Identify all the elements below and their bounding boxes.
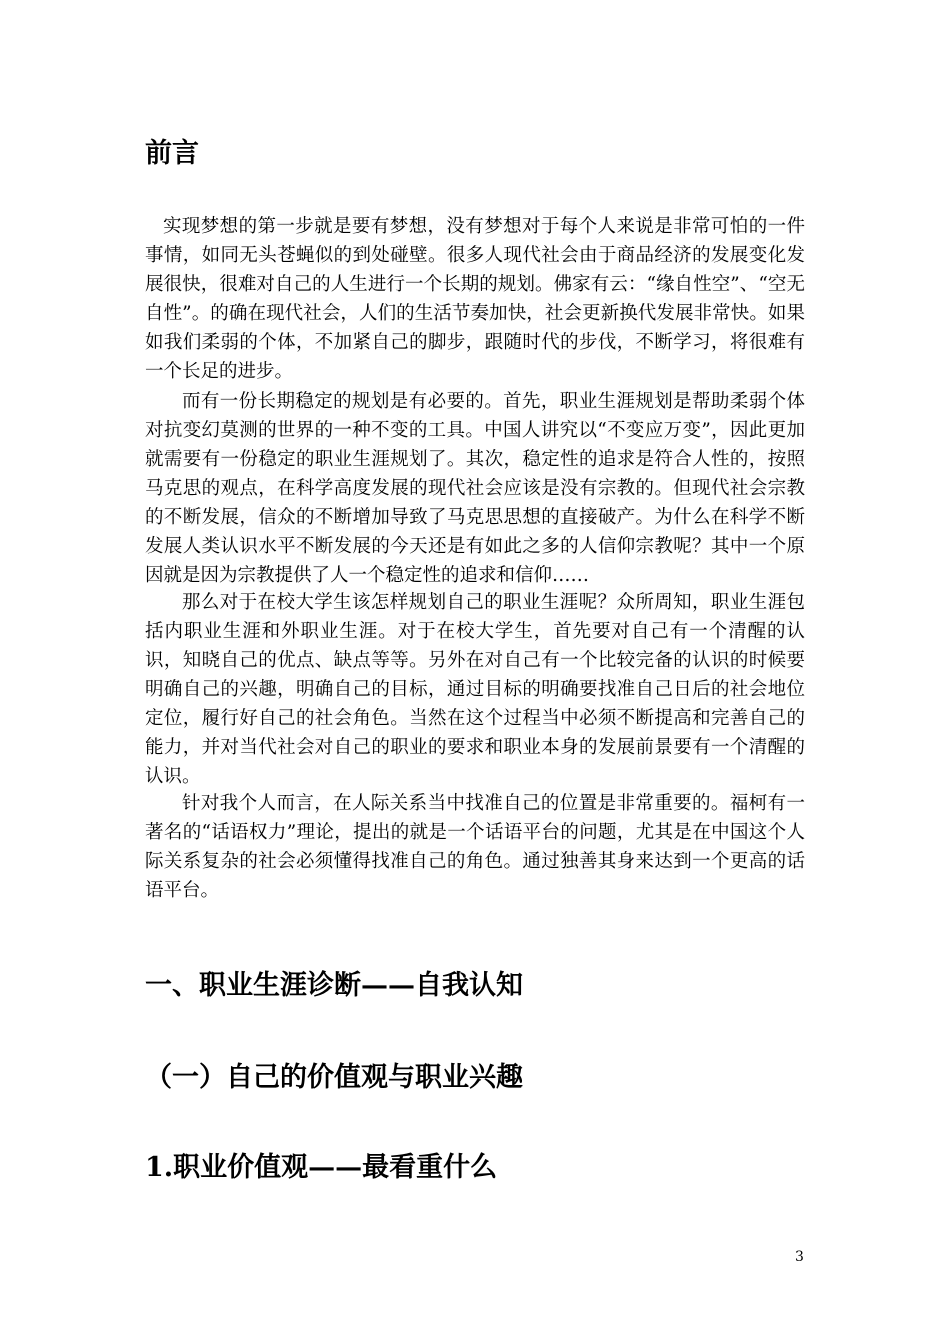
page-number: 3 bbox=[795, 1249, 804, 1265]
paragraph-3: 那么对于在校大学生该怎样规划自己的职业生涯呢？众所周知，职业生涯包括内职业生涯和外职业生涯。对于在校大学生，首先要对自己有一个清醒的认识，知晓自己的优点、缺点等等。另外在对自己有一个比较完备的认识的时候要明确自己的兴趣，明确自己的目标，通过目标的明确要找准自己日后的社会地位定位，履行好自己的社会角色。当然在这个过程当中必须不断提高和完善自己的能力，并对当代社会对自己的职业的要求和职业本身的发展前景要有一个清醒的认识。 bbox=[145, 592, 805, 787]
preface-title: 前言 bbox=[145, 138, 199, 169]
item-title: 1.职业价值观——最看重什么 bbox=[145, 1152, 498, 1183]
paragraph-2: 而有一份长期稳定的规划是有必要的。首先，职业生涯规划是帮助柔弱个体对抗变幻莫测的世界的一种不变的工具。中国人讲究以“不变应万变”，因此更加就需要有一份稳定的职业生涯规划了。其次，稳定性的追求是符合人性的，按照马克思的观点，在科学高度发展的现代社会应该是没有宗教的。但现代社会宗教的不断发展，信众的不断增加导致了马克思思想的直接破产。为什么在科学不断发展人类认识水平不断发展的今天还是有如此之多的人信仰宗教呢？其中一个原因就是因为宗教提供了人一个稳定性的追求和信仰…… bbox=[145, 391, 805, 586]
paragraph-4: 针对我个人而言，在人际关系当中找准自己的位置是非常重要的。福柯有一著名的“话语权力”理论，提出的就是一个话语平台的问题，尤其是在中国这个人际关系复杂的社会必须懂得找准自己的角色。通过独善其身来达到一个更高的话语平台。 bbox=[145, 793, 805, 901]
subsection-title: （一）自己的价值观与职业兴趣 bbox=[145, 1062, 523, 1093]
paragraph-1: 实现梦想的第一步就是要有梦想，没有梦想对于每个人来说是非常可怕的一件事情，如同无头苍蝇似的到处碰壁。很多人现代社会由于商品经济的发展变化发展很快，很难对自己的人生进行一个长期的规划。佛家有云：“缘自性空”、“空无自性”。的确在现代社会，人们的生活节奏加快，社会更新换代发展非常快。如果如我们柔弱的个体，不加紧自己的脚步，跟随时代的步伐，不断学习，将很难有一个长足的进步。 bbox=[145, 216, 805, 382]
section-title: 一、职业生涯诊断——自我认知 bbox=[145, 970, 523, 1001]
